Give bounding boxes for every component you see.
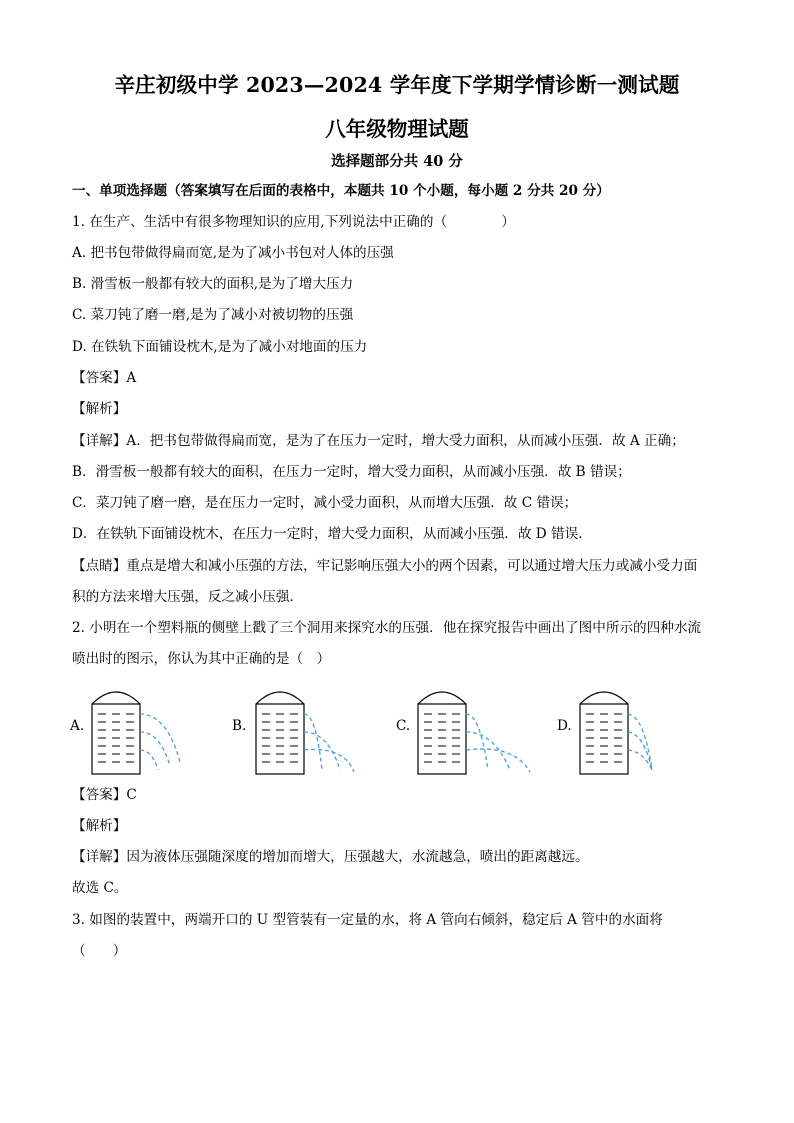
q2-stem-line-2: 喷出时的图示，你认为其中正确的是（ ） bbox=[72, 651, 331, 667]
q1-answer: 【答案】A bbox=[72, 370, 137, 386]
q1-option-b: B. 滑雪板一般都有较大的面积,是为了增大压力 bbox=[72, 276, 354, 292]
bottle-d bbox=[580, 692, 652, 774]
q1-detail-d: D．在铁轨下面铺设枕木，在压力一定时，增大受力面积，从而减小压强．故 D 错误． bbox=[72, 526, 592, 542]
water-jet-figure bbox=[60, 676, 740, 780]
q3-stem-line-2: （ ） bbox=[72, 943, 127, 959]
q2-detail: 【详解】因为液体压强随深度的增加而增大，压强越大，水流越急，喷出的距离越远。 bbox=[72, 849, 589, 865]
section-heading: 一、单项选择题（答案填写在后面的表格中，本题共 10 个小题，每小题 2 分共 20 分） bbox=[72, 183, 610, 199]
q2-answer: 【答案】C bbox=[72, 787, 137, 803]
figure-label-d: D. bbox=[557, 718, 572, 734]
q2-conclusion: 故选 C。 bbox=[72, 880, 128, 896]
q1-option-c: C. 菜刀钝了磨一磨,是为了减小对被切物的压强 bbox=[72, 307, 354, 323]
q2-analysis-label: 【解析】 bbox=[72, 818, 127, 834]
q3-stem-line-1: 3. 如图的装置中，两端开口的 U 型管装有一定量的水，将 A 管向右倾斜，稳定后 A 管中的水面将 bbox=[72, 912, 663, 928]
q1-note-line-2: 积的方法来增大压强，反之减小压强． bbox=[72, 589, 304, 605]
figure-label-c: C. bbox=[396, 718, 411, 734]
bottles-drawing bbox=[60, 676, 740, 780]
exam-subtitle: 八年级物理试题 bbox=[325, 117, 469, 141]
q1-option-d: D. 在铁轨下面铺设枕木,是为了减小对地面的压力 bbox=[72, 339, 368, 355]
q1-option-a: A. 把书包带做得扁而宽,是为了减小书包对人体的压强 bbox=[72, 245, 394, 261]
bottle-b bbox=[256, 692, 354, 774]
q1-detail-c: C．菜刀钝了磨一磨，是在压力一定时，减小受力面积，从而增大压强．故 C 错误； bbox=[72, 495, 578, 511]
q1-detail-a: 【详解】A．把书包带做得扁而宽，是为了在压力一定时，增大受力面积，从而减小压强．故 A 正确； bbox=[72, 433, 685, 449]
exam-title: 辛庄初级中学 2023—2024 学年度下学期学情诊断一测试题 bbox=[114, 73, 680, 97]
figure-label-b: B. bbox=[232, 718, 247, 734]
section-note: 选择题部分共 40 分 bbox=[331, 153, 463, 170]
bottle-a bbox=[92, 692, 180, 774]
q1-analysis-label: 【解析】 bbox=[72, 401, 127, 417]
q1-detail-b: B．滑雪板一般都有较大的面积，在压力一定时，增大受力面积，从而减小压强．故 B 错误； bbox=[72, 464, 631, 480]
q1-stem: 1. 在生产、生活中有很多物理知识的应用,下列说法中正确的（ ） bbox=[72, 214, 516, 230]
q2-stem-line-1: 2. 小明在一个塑料瓶的侧壁上戳了三个洞用来探究水的压强．他在探究报告中画出了图中所示的四种水流 bbox=[72, 620, 702, 636]
figure-label-a: A. bbox=[70, 718, 85, 734]
q1-note-line-1: 【点睛】重点是增大和减小压强的方法，牢记影响压强大小的两个因素，可以通过增大压力或减小受力面 bbox=[72, 558, 698, 574]
bottle-c bbox=[418, 692, 530, 774]
